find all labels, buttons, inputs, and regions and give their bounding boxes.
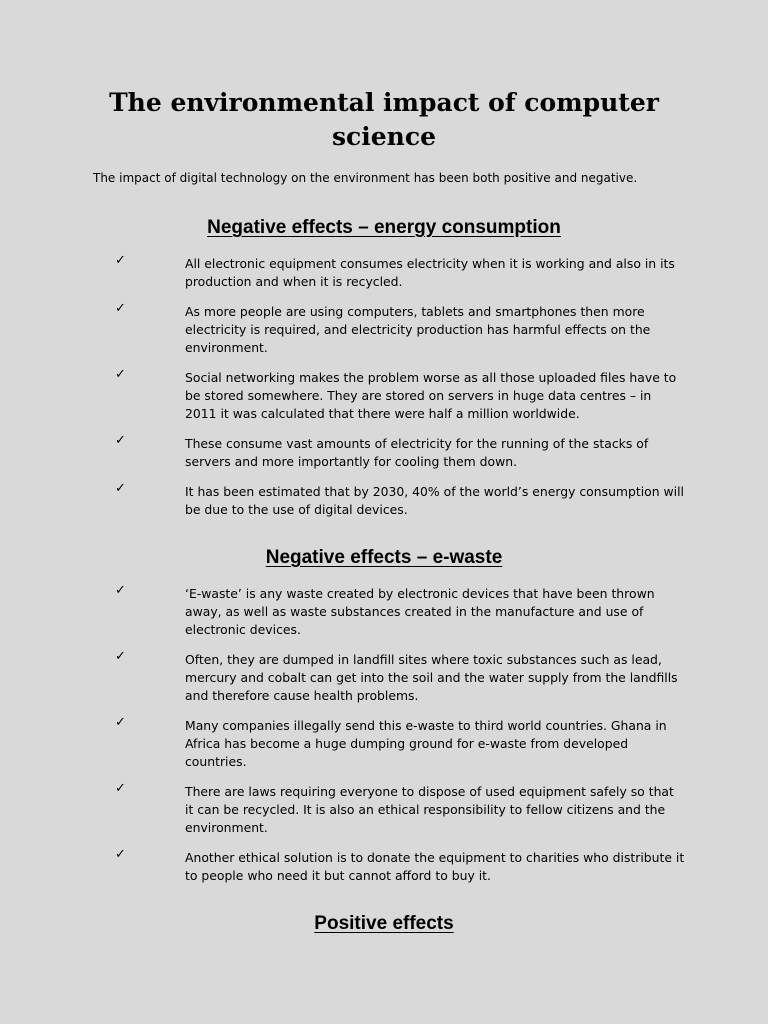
- list-item: [0, 849, 768, 885]
- list-item-text: Another ethical solution is to donate the equipment to charities who distribute it to people who need it but cannot afford to buy it.: [185, 850, 685, 883]
- list-item-text: All electronic equipment consumes electricity when it is working and also in its production and when it is recycled.: [185, 256, 675, 289]
- checkmark-icon: ✓: [115, 433, 126, 448]
- ewaste-bullet-list: [0, 585, 768, 897]
- checkmark-icon: ✓: [115, 253, 126, 268]
- list-item: [0, 435, 768, 471]
- energy-bullet-list: [0, 255, 768, 531]
- checkmark-icon: ✓: [115, 367, 126, 382]
- checkmark-icon: ✓: [115, 301, 126, 316]
- section-heading-energy: Negative effects – energy consumption: [207, 217, 561, 238]
- list-item-text: There are laws requiring everyone to dispose of used equipment safely so that it can be recycled. It is also an ethical responsibility to fellow citizens and the environment.: [185, 784, 674, 835]
- list-item: [0, 783, 768, 837]
- list-item-text: As more people are using computers, tablets and smartphones then more electricity is required, and electricity production has harmful effects on the environment.: [185, 304, 651, 355]
- list-item-text: Many companies illegally send this e-waste to third world countries. Ghana in Africa has become a huge dumping ground for e-waste from developed countries.: [185, 718, 667, 769]
- checkmark-icon: ✓: [115, 715, 126, 730]
- list-item-text: It has been estimated that by 2030, 40% of the world’s energy consumption will be due to the use of digital devices.: [185, 484, 684, 517]
- intro-paragraph: The impact of digital technology on the environment has been both positive and negative.: [93, 171, 638, 185]
- checkmark-icon: ✓: [115, 583, 126, 598]
- list-item-text: These consume vast amounts of electricity for the running of the stacks of servers and more importantly for cooling them down.: [185, 436, 649, 469]
- document-title: The environmental impact of computer science: [109, 88, 659, 151]
- checkmark-icon: ✓: [115, 781, 126, 796]
- checkmark-icon: ✓: [115, 649, 126, 664]
- checkmark-icon: ✓: [115, 481, 126, 496]
- list-item: [0, 255, 768, 291]
- list-item: [0, 585, 768, 639]
- list-item: [0, 303, 768, 357]
- list-item-text: Social networking makes the problem worse as all those uploaded files have to be stored somewhere. They are stored on servers in huge data centres – in 2011 it was calculated that there were half a million worldwide.: [185, 370, 677, 421]
- list-item: [0, 483, 768, 519]
- section-heading-positive: Positive effects: [314, 913, 454, 934]
- checkmark-icon: ✓: [115, 847, 126, 862]
- list-item: [0, 369, 768, 423]
- section-heading-ewaste: Negative effects – e-waste: [265, 547, 503, 568]
- list-item: [0, 651, 768, 705]
- list-item-text: ‘E-waste’ is any waste created by electronic devices that have been thrown away, as well as waste substances created in the manufacture and use of electronic devices.: [185, 586, 655, 637]
- list-item: [0, 717, 768, 771]
- list-item-text: Often, they are dumped in landfill sites where toxic substances such as lead, mercury and cobalt can get into the soil and the water supply from the landfills and therefore cause health problems.: [185, 652, 678, 703]
